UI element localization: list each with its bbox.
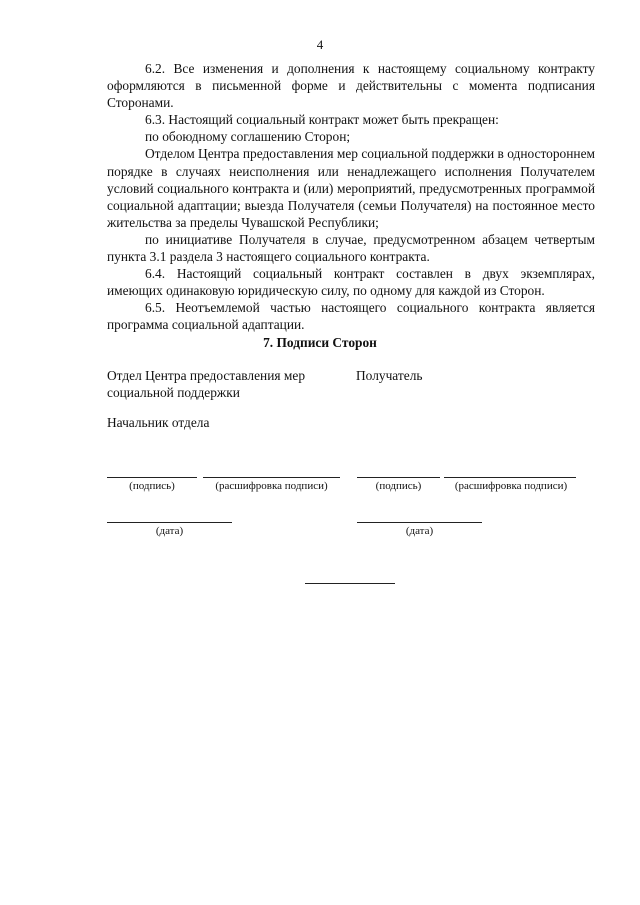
page-number: 4	[316, 37, 324, 52]
end-of-document-rule	[305, 583, 395, 584]
contract-text	[107, 60, 595, 334]
right-decoding-caption: (расшифровка подписи)	[454, 480, 568, 492]
section-title: 7. Подписи Сторон	[263, 335, 377, 350]
right-party-name: Получатель	[356, 368, 423, 383]
right-date-line	[357, 522, 482, 523]
paragraph-6-3: 6.3. Настоящий социальный контракт может быть прекращен:	[145, 112, 499, 128]
left-decoding-line	[203, 477, 340, 478]
paragraph-6-5: 6.5. Неотъемлемой частью настоящего социального контракта является программа социальной адаптации.	[107, 300, 595, 333]
left-party-position: Начальник отдела	[107, 415, 210, 430]
left-signature-caption: (подпись)	[129, 480, 175, 492]
left-date-caption: (дата)	[155, 525, 184, 537]
left-party-name: Отдел Центра предоставления мер социальной поддержки	[107, 368, 306, 401]
right-date-caption: (дата)	[405, 525, 434, 537]
paragraph-6-2: 6.2. Все изменения и дополнения к настоящему социальному контракту оформляются в письменной форме и действительны с момента подписания Сторонами.	[107, 61, 595, 111]
right-signature-caption: (подпись)	[375, 480, 422, 492]
paragraph-6-4: 6.4. Настоящий социальный контракт составлен в двух экземплярах, имеющих одинаковую юридическую силу, по одному для каждой из Сторон.	[107, 266, 595, 299]
left-date-line	[107, 522, 232, 523]
paragraph-mutual-agreement: по обоюдному соглашению Сторон;	[145, 129, 351, 145]
paragraph-unilateral-termination: Отделом Центра предоставления мер социальной поддержки в одностороннем порядке в случаях неисполнения или ненадлежащего исполнения Получателем условий социального контракта и (или) мероприятий, предусмотренных программой социальной адаптации; выезда Получателя (семьи Получателя) на постоянное место жительства за пределы Чувашской Республики;	[107, 146, 595, 230]
left-decoding-caption: (расшифровка подписи)	[215, 480, 328, 492]
right-decoding-line	[444, 477, 576, 478]
left-signature-line	[107, 477, 197, 478]
right-signature-line	[357, 477, 440, 478]
paragraph-recipient-initiative: по инициативе Получателя в случае, предусмотренном абзацем четвертым пункта 3.1 раздела 3 настоящего социального контракта.	[107, 231, 595, 265]
